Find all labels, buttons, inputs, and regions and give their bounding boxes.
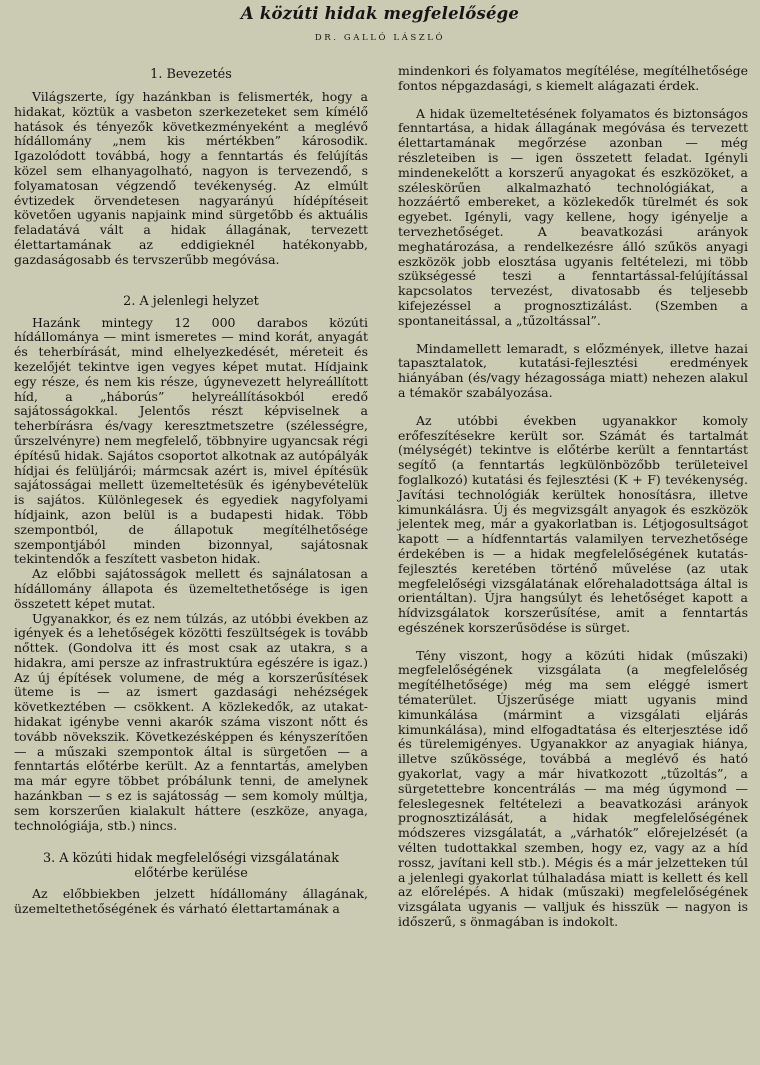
article-author: DR. GALLÓ LÁSZLÓ — [314, 33, 446, 43]
paragraph: Az utóbbi években ugyanakkor komoly erőfeszítésekre került sor. Számát és tartalmát (mélységét) tekintve is előtérbe került a fenntartást segítő (a fenntartás legkülönbözőbb területeivel foglalkozó) kutatási és fejlesztési (K + F) tevékenység. Javítási technológiák kerültek honosításra, illetve kimunkálásra. Új és megvizsgált anyagok és eszközök jelentek meg, már a gyakorlatban is. Létjogosultságot kapott — a hídfenntartás valamilyen tervezhetősége érdekében is — a hidak megfelelőségének kutatás-fejlesztés keretében történő művelése (az utak megfelelőségi vizsgálatának előrehaladottsága által is orientáltan). Újra hangsúlyt és lehetőséget kapott a hídvizsgálatok korszerűsítése, amit a fenntartás egészének korszerűsödése is sürget. — [398, 412, 748, 635]
paragraph: Ugyanakkor, és ez nem túlzás, az utóbbi években az igények és a lehetőségek közötti feszültségek is tovább nőttek. (Gondolva itt és most csak az utakra, s a hidakra, ami persze az infrastruktúra egészére is igaz.) Az új építések volumene, de még a korszerűsítések üteme is — az ismert gazdasági nehézségek következtében — csökkent. A közlekedők, az utakat-hidakat igénybe venni akarók száma viszont nőtt és tovább növekszik. Következésképpen és kényszerítően — a műszaki szempontok által is sürgetően — a fenntartás előtérbe került. Az a fenntartás, amelyben ma már egyre többet próbálunk tenni, de amelynek hazánkban — s ez is sajátosság — sem komoly múltja, sem korszerűen kialakult háttere (eszköze, anyaga, technológiája, stb.) nincs. — [14, 610, 368, 833]
paragraph: Hazánk mintegy 12 000 darabos közúti hídállománya — mint ismeretes — mind korát, anyagát és teherbírását, mind elhelyezkedését, méreteit és kezelőjét tekintve igen vegyes képet mutat. Hídjaink egy része, és nem kis része, úgynevezett helyreállított híd, a „háborús” helyreállításokból eredő sajátosságokkal. Jelentős részt képviselnek a teherbírásra és/vagy keresztmetszetre (szélességre, űrszelvényre) nem megfelelő, többnyire ugyancsak régi építésű hidak. Sajátos csoportot alkotnak az autópályák hídjai és felüljárói; mármcsak azért is, mivel építésük sajátosságai mellett üzemeltetésük és igénybevételük is sajátos. Különlegesek és egyediek nagyfolyami hídjaink, azon belül is a budapesti hidak. Több szempontból, de állapotuk megítélhetősége szempontjából minden bizonnyal, sajátosnak tekintendők a feszített vasbeton hidak. — [14, 314, 368, 567]
paragraph: Mindamellett lemaradt, s előzmények, illetve hazai tapasztalatok, kutatási-fejlesztési eredmények hiányában (és/vagy hézagossága miatt) nehezen alakul a témakör szabályozása. — [398, 340, 748, 400]
section-heading-current-situation: 2. A jelenlegi helyzet — [123, 293, 259, 309]
section-heading-introduction: 1. Bevezetés — [150, 67, 232, 82]
paragraph: Világszerte, így hazánkban is felismerték, hogy a hidakat, köztük a vasbeton szerkezeteket sem kímélő hatások és tényezők következményeként a meglévő hídállomány „nem kis mértékben” károsodik. Igazolódott továbbá, hogy a fenntartás és felújítás közel sem elhanyagolható, nagyon is tervezendő, s folyamatosan végzendő tevékenység. Az elmúlt évtizedek örvendetesen nagyarányú hídépítéseit követően ugyanis napjaink mind sürgetőbb és aktuális feladatává vált a hidak állagának, tervezett élettartamának az eddigieknél hatékonyabb, gazdaságosabb és tervszerűbb megóvása. — [14, 89, 368, 267]
paragraph-continued: mindenkori és folyamatos megítélése, megítélhetősége fontos népgazdasági, s kiemelt alágazati érdek. — [398, 63, 748, 93]
section-heading-inspection: 3. A közúti hidak megfelelőségi vizsgálatának előtérbe kerülése — [42, 851, 340, 882]
left-column — [14, 64, 368, 917]
paragraph: A hidak üzemeltetésének folyamatos és biztonságos fenntartása, a hidak állagának megóvása és tervezett élettartamának megőrzése azonban — még részleteiben is — igen összetett feladat. Igényli mindenekelőtt a korszerű anyagokat és eszközöket, a széleskörűen alkalmazható technológiákat, a hozzáértő embereket, a közlekedők türelmét és sok egyebet. Igényli, vagy kellene, hogy igényelje a tervezhetőséget. A beavatkozási arányok meghatározása, a rendelkezésre álló szűkös anyagi eszközök jobb elosztása ugyanis feltételezi, mi több szükségessé teszi a fenntartással-felújítással kapcsolatos tervezést, divatosabb és teljesebb kifejezéssel a prognosztizálást. (Szemben a spontaneitással, a „tűzoltással”. — [398, 105, 748, 328]
paragraph: Az előbbiekben jelzett hídállomány állagának, üzemeltethetőségének és várható élettartamának a — [14, 886, 368, 917]
paragraph: Tény viszont, hogy a közúti hidak (műszaki) megfelelőségének vizsgálata (a megfelelőség megítélhetősége) még ma sem eléggé ismert tématerület. Újszerűsége miatt ugyanis mind kimunkálása (mármint a vizsgálati eljárás kimunkálása), mind elfogadtatása és elterjesztése idő és türelemigényes. Ugyanakkor az anyagiak hiánya, illetve szűkössége, továbbá a meglévő és ható gyakorlat, vagy a már hivatkozott „tűzoltás”, a sürgetettebre koncentrálás — ma még úgymond — feleslegesnek feltételezi a beavatkozási arányok prognosztizálását, a hidak megfelelőségének módszeres vizsgálatát, a „várhatók” előrejelzését (a vélten tudottakkal szemben, hogy ez, vagy az a híd rossz, javítani kell stb.). Mégis és a már jelzetteken túl a jelenlegi gyakorlat túlhaladása miatt is kellett és kell az előrelépés. A hidak (műszaki) megfelelőségének vizsgálata ugyanis — valljuk és hisszük — nagyon is időszerű, s önmagában is indokolt. — [398, 647, 748, 930]
article-title: A közúti hidak megfelelősége — [240, 4, 520, 23]
paragraph: Az előbbi sajátosságok mellett és sajnálatosan a hídállomány állapota és üzemeltethetősége is igen összetett képet mutat. — [14, 566, 368, 611]
right-column — [398, 64, 748, 930]
